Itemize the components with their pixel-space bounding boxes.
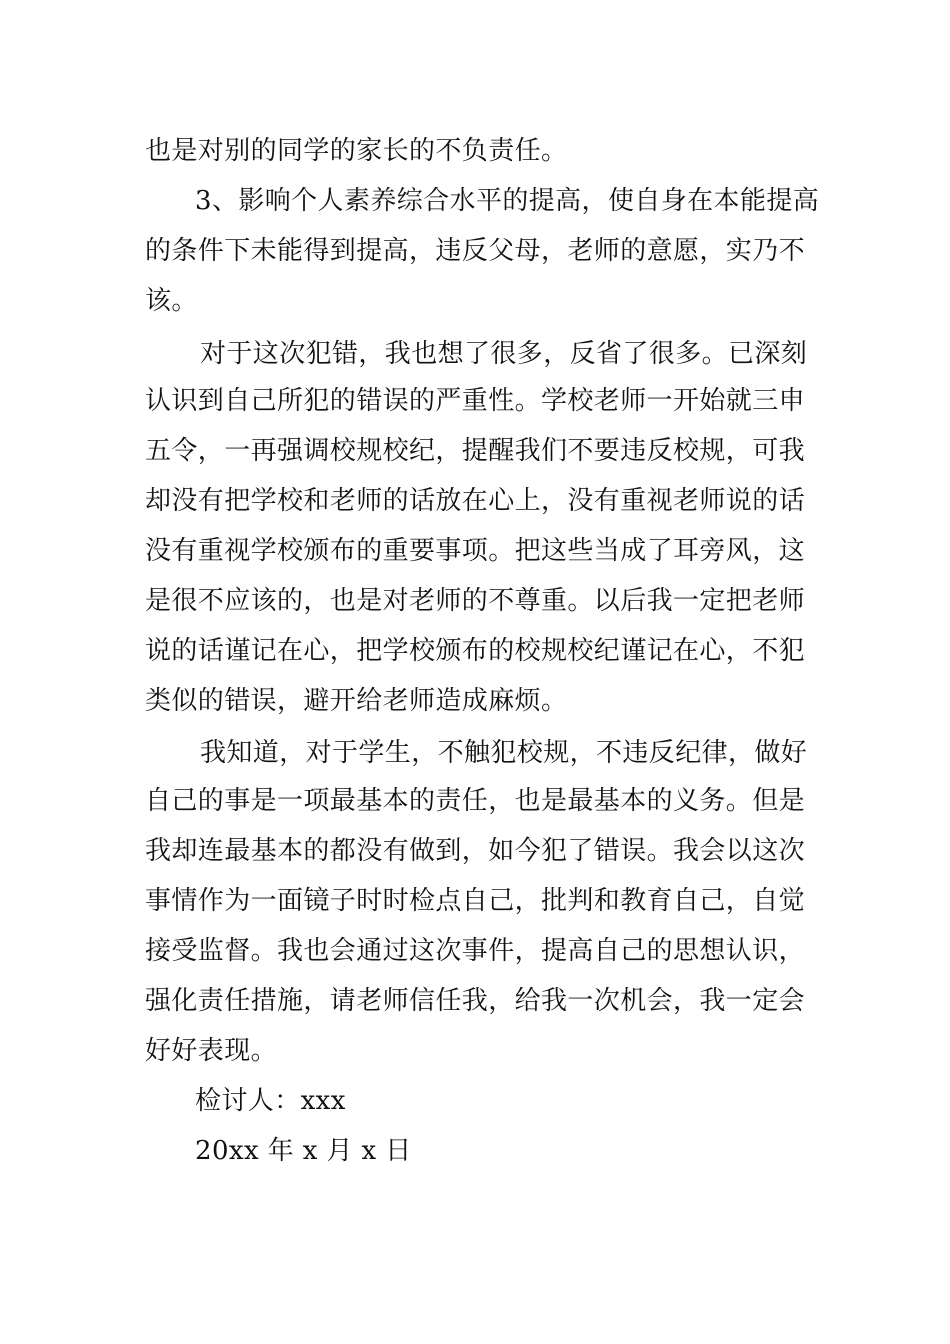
text-line-8: 却没有把学校和老师的话放在心上，没有重视老师说的话 <box>145 486 806 516</box>
text-line-6: 认识到自己所犯的错误的严重性。学校老师一开始就三申 <box>145 386 806 416</box>
text-line-15: 我却连最基本的都没有做到，如今犯了错误。我会以这次 <box>145 836 806 866</box>
text-line-12: 类似的错误，避开给老师造成麻烦。 <box>145 686 568 716</box>
signature-line: 检讨人：xxx <box>195 1086 346 1116</box>
text-line-9: 没有重视学校颁布的重要事项。把这些当成了耳旁风，这 <box>145 536 806 566</box>
date-line: 20xx 年 x 月 x 日 <box>195 1136 412 1166</box>
text-line-11: 说的话谨记在心，把学校颁布的校规校纪谨记在心，不犯 <box>145 636 806 666</box>
text-line-4: 该。 <box>145 286 198 316</box>
text-line-1: 也是对别的同学的家长的不负责任。 <box>145 136 568 166</box>
text-line-2: 3、影响个人素养综合水平的提高，使自身在本能提高 <box>195 186 820 216</box>
text-line-10: 是很不应该的，也是对老师的不尊重。以后我一定把老师 <box>145 586 806 616</box>
text-line-13: 我知道，对于学生，不触犯校规，不违反纪律，做好 <box>200 738 808 768</box>
text-line-17: 接受监督。我也会通过这次事件，提高自己的思想认识， <box>145 936 806 966</box>
text-line-16: 事情作为一面镜子时时检点自己，批判和教育自己，自觉 <box>145 886 806 916</box>
text-line-14: 自己的事是一项最基本的责任，也是最基本的义务。但是 <box>145 786 806 816</box>
text-line-5: 对于这次犯错，我也想了很多，反省了很多。已深刻 <box>200 339 808 369</box>
text-line-18: 强化责任措施，请老师信任我，给我一次机会，我一定会 <box>145 986 806 1016</box>
text-line-19: 好好表现。 <box>145 1036 278 1066</box>
text-line-3: 的条件下未能得到提高，违反父母，老师的意愿，实乃不 <box>145 236 806 266</box>
text-line-7: 五令，一再强调校规校纪，提醒我们不要违反校规，可我 <box>145 436 806 466</box>
